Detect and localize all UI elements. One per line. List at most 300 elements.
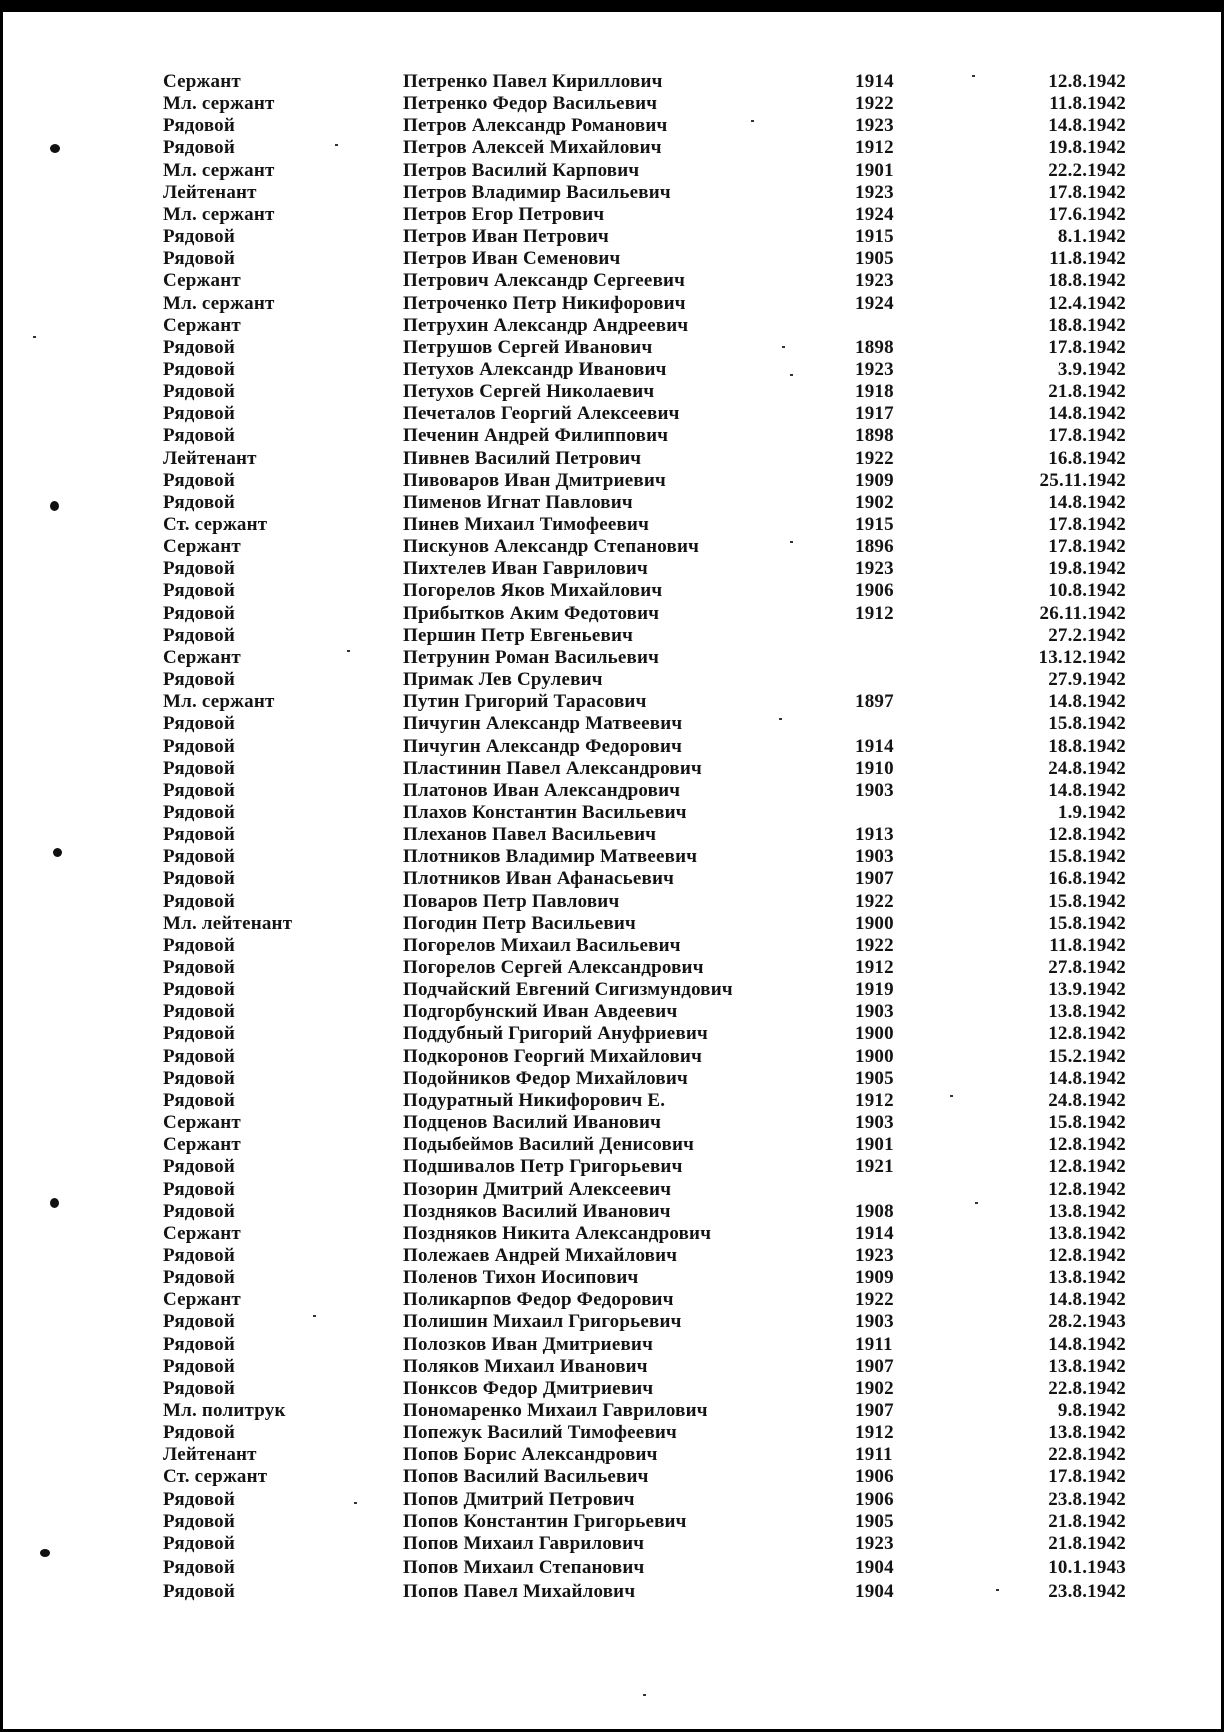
name-cell: Петрухин Александр Андреевич: [403, 314, 689, 336]
name-cell: Петренко Федор Васильевич: [403, 93, 658, 115]
date-cell: 14.8.1942: [1048, 1067, 1126, 1089]
birth-year-cell: 1903: [855, 1112, 894, 1134]
rank-cell: Рядовой: [163, 1001, 236, 1023]
table-row: [0, 448, 1224, 470]
rank-cell: Рядовой: [163, 624, 236, 646]
birth-year-cell: 1898: [855, 425, 894, 447]
table-row: [0, 1444, 1224, 1466]
birth-year-cell: 1923: [855, 270, 894, 292]
birth-year-cell: 1903: [855, 1001, 894, 1023]
rank-cell: Мл. сержант: [163, 203, 275, 225]
name-cell: Подыбеймов Василий Денисович: [403, 1134, 695, 1156]
table-row: [0, 736, 1224, 758]
table-row: [0, 957, 1224, 979]
name-cell: Платонов Иван Александрович: [403, 779, 681, 801]
table-row: [0, 1533, 1224, 1555]
table-row: [0, 492, 1224, 514]
birth-year-cell: 1914: [855, 1222, 894, 1244]
name-cell: Полозков Иван Дмитриевич: [403, 1333, 653, 1355]
birth-year-cell: 1906: [855, 580, 894, 602]
rank-cell: Рядовой: [163, 669, 236, 691]
date-cell: 24.8.1942: [1048, 1089, 1126, 1111]
rank-cell: Мл. сержант: [163, 93, 275, 115]
rank-cell: Рядовой: [163, 1532, 236, 1554]
birth-year-cell: 1919: [855, 979, 894, 1001]
table-row: [0, 1289, 1224, 1311]
table-row: [0, 270, 1224, 292]
name-cell: Пивнев Василий Петрович: [403, 447, 642, 469]
table-row: [0, 1378, 1224, 1400]
birth-year-cell: 1911: [855, 1444, 893, 1466]
rank-cell: Рядовой: [163, 1023, 236, 1045]
table-row: [0, 1422, 1224, 1444]
table-row: [0, 359, 1224, 381]
birth-year-cell: 1912: [855, 1422, 894, 1444]
table-row: [0, 93, 1224, 115]
name-cell: Петрушов Сергей Иванович: [403, 336, 653, 358]
table-row: [0, 71, 1224, 93]
name-cell: Попежук Василий Тимофеевич: [403, 1422, 677, 1444]
name-cell: Подценов Василий Иванович: [403, 1112, 662, 1134]
table-row: [0, 1156, 1224, 1178]
rank-cell: Рядовой: [163, 115, 236, 137]
birth-year-cell: 1900: [855, 1023, 894, 1045]
date-cell: 10.8.1942: [1048, 580, 1126, 602]
date-cell: 23.8.1942: [1048, 1488, 1126, 1510]
table-row: [0, 1001, 1224, 1023]
rank-cell: Лейтенант: [163, 447, 257, 469]
date-cell: 16.8.1942: [1048, 868, 1126, 890]
birth-year-cell: 1906: [855, 1466, 894, 1488]
name-cell: Петров Алексей Михайлович: [403, 137, 662, 159]
birth-year-cell: 1922: [855, 93, 894, 115]
rank-cell: Рядовой: [163, 1581, 236, 1603]
table-row: [0, 558, 1224, 580]
name-cell: Печенин Андрей Филиппович: [403, 425, 669, 447]
date-cell: 27.2.1942: [1048, 624, 1126, 646]
table-row: [0, 470, 1224, 492]
rank-cell: Рядовой: [163, 248, 236, 270]
birth-year-cell: 1923: [855, 1244, 894, 1266]
birth-year-cell: 1905: [855, 248, 894, 270]
table-row: [0, 115, 1224, 137]
rank-cell: Рядовой: [163, 934, 236, 956]
name-cell: Петров Александр Романович: [403, 115, 668, 137]
date-cell: 12.8.1942: [1048, 1156, 1126, 1178]
table-row: [0, 1581, 1224, 1603]
rank-cell: Рядовой: [163, 824, 236, 846]
rank-cell: Сержант: [163, 1112, 241, 1134]
rank-cell: Ст. сержант: [163, 1466, 268, 1488]
rank-cell: Мл. сержант: [163, 691, 275, 713]
table-row: [0, 381, 1224, 403]
birth-year-cell: 1904: [855, 1557, 894, 1579]
name-cell: Поваров Петр Павлович: [403, 890, 620, 912]
table-row: [0, 979, 1224, 1001]
birth-year-cell: 1905: [855, 1510, 894, 1532]
date-cell: 13.8.1942: [1048, 1422, 1126, 1444]
rank-cell: Рядовой: [163, 226, 236, 248]
table-row: [0, 1046, 1224, 1068]
name-cell: Петренко Павел Кириллович: [403, 71, 663, 92]
table-row: [0, 846, 1224, 868]
date-cell: 17.8.1942: [1048, 336, 1126, 358]
rank-cell: Рядовой: [163, 1267, 236, 1289]
name-cell: Подкоронов Георгий Михайлович: [403, 1045, 702, 1067]
table-row: [0, 248, 1224, 270]
name-cell: Прибытков Аким Федотович: [403, 602, 660, 624]
date-cell: 17.8.1942: [1048, 1466, 1126, 1488]
date-cell: 27.9.1942: [1048, 669, 1126, 691]
date-cell: 12.8.1942: [1048, 71, 1126, 92]
birth-year-cell: 1907: [855, 868, 894, 890]
rank-cell: Рядовой: [163, 1422, 236, 1444]
rank-cell: Рядовой: [163, 469, 236, 491]
birth-year-cell: 1907: [855, 1400, 894, 1421]
name-cell: Поддубный Григорий Ануфриевич: [403, 1023, 708, 1045]
name-cell: Понксов Федор Дмитриевич: [403, 1377, 654, 1399]
table-row: [0, 425, 1224, 447]
table-row: [0, 913, 1224, 935]
birth-year-cell: 1923: [855, 558, 894, 580]
date-cell: 17.6.1942: [1048, 203, 1126, 225]
birth-year-cell: [855, 625, 935, 647]
table-row: [0, 514, 1224, 536]
birth-year-cell: 1915: [855, 226, 894, 248]
name-cell: Поздняков Василий Иванович: [403, 1200, 671, 1222]
date-cell: 17.8.1942: [1048, 425, 1126, 447]
date-cell: 13.8.1942: [1048, 1267, 1126, 1289]
name-cell: Плахов Константин Васильевич: [403, 801, 687, 823]
birth-year-cell: 1902: [855, 1377, 894, 1399]
birth-year-cell: 1903: [855, 1311, 894, 1333]
date-cell: 14.8.1942: [1048, 491, 1126, 513]
name-cell: Пискунов Александр Степанович: [403, 536, 700, 558]
date-cell: 3.9.1942: [1057, 358, 1126, 380]
birth-year-cell: [855, 802, 935, 824]
rank-cell: Рядовой: [163, 1178, 236, 1200]
table-row: [0, 891, 1224, 913]
rank-cell: Сержант: [163, 270, 241, 292]
rank-cell: Рядовой: [163, 1333, 236, 1355]
rank-cell: Рядовой: [163, 1311, 236, 1333]
birth-year-cell: [855, 669, 935, 691]
date-cell: 14.8.1942: [1048, 403, 1126, 425]
table-row: [0, 1334, 1224, 1356]
date-cell: 13.8.1942: [1048, 1001, 1126, 1023]
rank-cell: Рядовой: [163, 1045, 236, 1067]
name-cell: Петров Владимир Васильевич: [403, 181, 671, 203]
rank-cell: Ст. сержант: [163, 514, 268, 535]
date-cell: 8.1.1942: [1057, 226, 1126, 248]
date-cell: 26.11.1942: [1039, 602, 1126, 624]
name-cell: Подуратный Никифорович Е.: [403, 1089, 666, 1111]
date-cell: 12.8.1942: [1048, 1178, 1126, 1200]
name-cell: Попов Василий Васильевич: [403, 1466, 649, 1488]
birth-year-cell: 1903: [855, 779, 894, 801]
rank-cell: Сержант: [163, 646, 241, 668]
date-cell: 13.9.1942: [1048, 979, 1126, 1001]
birth-year-cell: 1909: [855, 1267, 894, 1289]
name-cell: Полежаев Андрей Михайлович: [403, 1244, 678, 1266]
table-row: [0, 204, 1224, 226]
date-cell: 28.2.1943: [1048, 1311, 1126, 1333]
table-row: [0, 1179, 1224, 1201]
rank-cell: Рядовой: [163, 580, 236, 602]
table-row: [0, 182, 1224, 204]
rank-cell: Рядовой: [163, 890, 236, 912]
birth-year-cell: 1901: [855, 159, 894, 181]
birth-year-cell: 1896: [855, 536, 894, 558]
birth-year-cell: 1911: [855, 1333, 893, 1355]
date-cell: 15.2.1942: [1048, 1045, 1126, 1067]
rank-cell: Сержант: [163, 1222, 241, 1244]
rank-cell: Рядовой: [163, 137, 236, 159]
date-cell: 22.8.1942: [1048, 1444, 1126, 1466]
name-cell: Петрунин Роман Васильевич: [403, 646, 660, 668]
table-row: [0, 1356, 1224, 1378]
name-cell: Печеталов Георгий Алексеевич: [403, 403, 680, 425]
table-row: [0, 1466, 1224, 1488]
birth-year-cell: 1903: [855, 846, 894, 868]
table-row: [0, 1090, 1224, 1112]
birth-year-cell: 1922: [855, 447, 894, 469]
birth-year-cell: 1912: [855, 602, 894, 624]
date-cell: 12.8.1942: [1048, 1134, 1126, 1156]
name-cell: Пивоваров Иван Дмитриевич: [403, 469, 666, 491]
rank-cell: Рядовой: [163, 846, 236, 868]
table-row: [0, 1068, 1224, 1090]
name-cell: Петров Иван Семенович: [403, 248, 621, 270]
rank-cell: Сержант: [163, 1289, 241, 1311]
table-row: [0, 226, 1224, 248]
rank-cell: Рядовой: [163, 1089, 236, 1111]
date-cell: 18.8.1942: [1048, 270, 1126, 292]
table-row: [0, 1267, 1224, 1289]
name-cell: Погодин Петр Васильевич: [403, 912, 636, 934]
name-cell: Пинев Михаил Тимофеевич: [403, 514, 649, 535]
date-cell: 25.11.1942: [1039, 469, 1126, 491]
birth-year-cell: [855, 647, 935, 669]
rank-cell: Мл. лейтенант: [163, 912, 293, 934]
table-row: [0, 293, 1224, 315]
date-cell: 23.8.1942: [1048, 1581, 1126, 1603]
table-row: [0, 758, 1224, 780]
date-cell: 1.9.1942: [1057, 801, 1126, 823]
rank-cell: Рядовой: [163, 425, 236, 447]
rank-cell: Рядовой: [163, 1067, 236, 1089]
name-cell: Подчайский Евгений Сигизмундович: [403, 979, 733, 1001]
date-cell: 22.2.1942: [1048, 159, 1126, 181]
rank-cell: Рядовой: [163, 1156, 236, 1178]
date-cell: 19.8.1942: [1048, 558, 1126, 580]
rank-cell: Рядовой: [163, 358, 236, 380]
name-cell: Попов Борис Александрович: [403, 1444, 658, 1466]
name-cell: Пономаренко Михаил Гаврилович: [403, 1400, 708, 1421]
name-cell: Плотников Владимир Матвеевич: [403, 846, 698, 868]
table-row: [0, 669, 1224, 691]
birth-year-cell: 1923: [855, 115, 894, 137]
table-row: [0, 137, 1224, 159]
table-row: [0, 1400, 1224, 1422]
rank-cell: Рядовой: [163, 713, 236, 735]
rank-cell: Рядовой: [163, 735, 236, 757]
rank-cell: Рядовой: [163, 757, 236, 779]
table-row: [0, 337, 1224, 359]
table-row: [0, 647, 1224, 669]
birth-year-cell: 1905: [855, 1067, 894, 1089]
birth-year-cell: 1921: [855, 1156, 894, 1178]
date-cell: 14.8.1942: [1048, 1333, 1126, 1355]
table-row: [0, 1557, 1224, 1579]
name-cell: Плотников Иван Афанасьевич: [403, 868, 675, 890]
table-row: [0, 1245, 1224, 1267]
birth-year-cell: 1918: [855, 381, 894, 403]
birth-year-cell: [855, 1179, 935, 1201]
rank-cell: Лейтенант: [163, 181, 257, 203]
date-cell: 22.8.1942: [1048, 1377, 1126, 1399]
name-cell: Подшивалов Петр Григорьевич: [403, 1156, 683, 1178]
name-cell: Погорелов Михаил Васильевич: [403, 934, 681, 956]
rank-cell: Рядовой: [163, 957, 236, 978]
table-row: [0, 935, 1224, 957]
date-cell: 17.8.1942: [1048, 514, 1126, 535]
table-row: [0, 160, 1224, 182]
table-row: [0, 1489, 1224, 1511]
name-cell: Поздняков Никита Александрович: [403, 1222, 712, 1244]
name-cell: Плеханов Павел Васильевич: [403, 824, 657, 846]
scan-speck: [643, 1694, 646, 1696]
date-cell: 13.12.1942: [1038, 646, 1126, 668]
rank-cell: Рядовой: [163, 1488, 236, 1510]
name-cell: Полишин Михаил Григорьевич: [403, 1311, 682, 1333]
date-cell: 18.8.1942: [1048, 735, 1126, 757]
rank-cell: Рядовой: [163, 381, 236, 403]
name-cell: Позорин Дмитрий Алексеевич: [403, 1178, 672, 1200]
table-row: [0, 1311, 1224, 1333]
table-row: [0, 603, 1224, 625]
name-cell: Пихтелев Иван Гаврилович: [403, 558, 648, 580]
birth-year-cell: 1923: [855, 1532, 894, 1554]
rank-cell: Рядовой: [163, 1244, 236, 1266]
birth-year-cell: 1900: [855, 912, 894, 934]
rank-cell: Рядовой: [163, 336, 236, 358]
date-cell: 13.8.1942: [1048, 1200, 1126, 1222]
birth-year-cell: 1907: [855, 1355, 894, 1377]
rank-cell: Сержант: [163, 314, 241, 336]
table-row: [0, 1023, 1224, 1045]
name-cell: Петров Иван Петрович: [403, 226, 609, 248]
table-row: [0, 580, 1224, 602]
table-row: [0, 536, 1224, 558]
name-cell: Подгорбунский Иван Авдеевич: [403, 1001, 678, 1023]
rank-cell: Мл. сержант: [163, 159, 275, 181]
table-row: [0, 691, 1224, 713]
birth-year-cell: 1912: [855, 1089, 894, 1111]
name-cell: Попов Константин Григорьевич: [403, 1510, 687, 1532]
name-cell: Путин Григорий Тарасович: [403, 691, 647, 713]
rank-cell: Рядовой: [163, 403, 236, 425]
rank-cell: Рядовой: [163, 801, 236, 823]
date-cell: 12.4.1942: [1048, 292, 1126, 314]
rank-cell: Сержант: [163, 1134, 241, 1156]
rank-cell: Сержант: [163, 536, 241, 558]
date-cell: 13.8.1942: [1048, 1355, 1126, 1377]
date-cell: 12.8.1942: [1048, 1244, 1126, 1266]
name-cell: Петухов Сергей Николаевич: [403, 381, 655, 403]
birth-year-cell: 1898: [855, 336, 894, 358]
name-cell: Петухов Александр Иванович: [403, 358, 667, 380]
date-cell: 19.8.1942: [1048, 137, 1126, 159]
birth-year-cell: 1908: [855, 1200, 894, 1222]
rank-cell: Мл. политрук: [163, 1400, 286, 1421]
date-cell: 15.8.1942: [1048, 890, 1126, 912]
rank-cell: Мл. сержант: [163, 292, 275, 314]
birth-year-cell: 1922: [855, 934, 894, 956]
birth-year-cell: 1913: [855, 824, 894, 846]
name-cell: Погорелов Яков Михайлович: [403, 580, 663, 602]
table-row: [0, 1112, 1224, 1134]
date-cell: 17.8.1942: [1048, 181, 1126, 203]
date-cell: 11.8.1942: [1049, 934, 1126, 956]
birth-year-cell: 1906: [855, 1488, 894, 1510]
date-cell: 11.8.1942: [1049, 248, 1126, 270]
date-cell: 14.8.1942: [1048, 115, 1126, 137]
birth-year-cell: 1922: [855, 890, 894, 912]
table-row: [0, 868, 1224, 890]
name-cell: Петрович Александр Сергеевич: [403, 270, 686, 292]
birth-year-cell: 1914: [855, 71, 894, 92]
name-cell: Подойников Федор Михайлович: [403, 1067, 688, 1089]
name-cell: Примак Лев Срулевич: [403, 669, 603, 691]
name-cell: Попов Дмитрий Петрович: [403, 1488, 635, 1510]
rank-cell: Сержант: [163, 71, 241, 92]
date-cell: 16.8.1942: [1048, 447, 1126, 469]
birth-year-cell: 1917: [855, 403, 894, 425]
table-row: [0, 1201, 1224, 1223]
table-row: [0, 824, 1224, 846]
birth-year-cell: 1923: [855, 181, 894, 203]
date-cell: 12.8.1942: [1048, 1023, 1126, 1045]
date-cell: 12.8.1942: [1048, 824, 1126, 846]
rank-cell: Рядовой: [163, 558, 236, 580]
scan-top-border: [0, 0, 1224, 12]
table-row: [0, 1511, 1224, 1533]
date-cell: 27.8.1942: [1048, 957, 1126, 978]
name-cell: Попов Михаил Степанович: [403, 1557, 645, 1579]
name-cell: Петроченко Петр Никифорович: [403, 292, 686, 314]
name-cell: Поликарпов Федор Федорович: [403, 1289, 674, 1311]
birth-year-cell: 1924: [855, 203, 894, 225]
name-cell: Петров Егор Петрович: [403, 203, 605, 225]
table-row: [0, 713, 1224, 735]
date-cell: 21.8.1942: [1048, 381, 1126, 403]
birth-year-cell: [855, 315, 935, 337]
date-cell: 21.8.1942: [1048, 1532, 1126, 1554]
name-cell: Першин Петр Евгеньевич: [403, 624, 634, 646]
date-cell: 21.8.1942: [1048, 1510, 1126, 1532]
birth-year-cell: 1915: [855, 514, 894, 535]
date-cell: 18.8.1942: [1048, 314, 1126, 336]
name-cell: Пластинин Павел Александрович: [403, 757, 702, 779]
birth-year-cell: 1904: [855, 1581, 894, 1603]
table-row: [0, 625, 1224, 647]
date-cell: 13.8.1942: [1048, 1222, 1126, 1244]
birth-year-cell: 1897: [855, 691, 894, 713]
date-cell: 15.8.1942: [1048, 912, 1126, 934]
rank-cell: Рядовой: [163, 1355, 236, 1377]
name-cell: Пичугин Александр Федорович: [403, 735, 683, 757]
